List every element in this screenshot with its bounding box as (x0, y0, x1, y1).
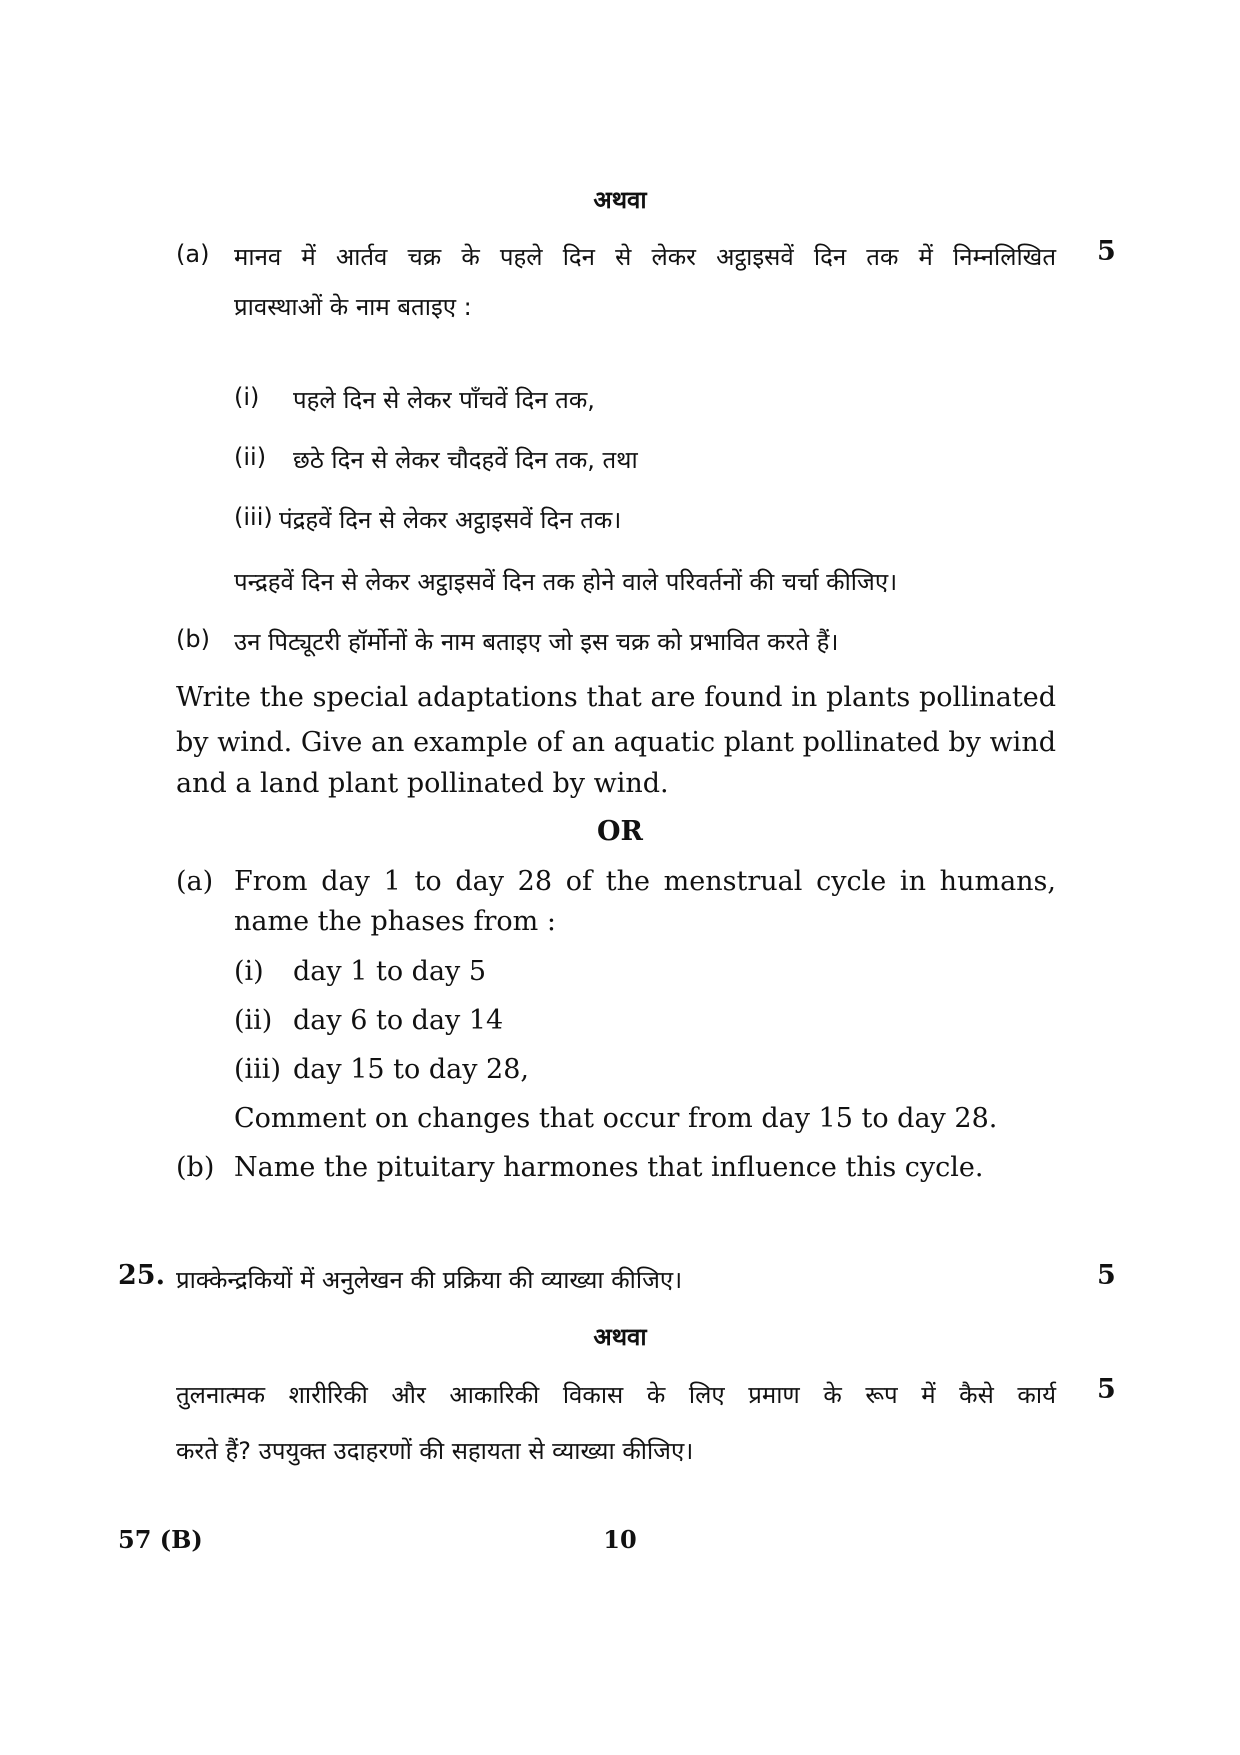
part-a-line2-hindi: प्रावस्थाओं के नाम बताइए : (234, 293, 472, 321)
part-a-label-english: (a) (176, 866, 214, 897)
q25-alt-line2: करते हैं? उपयुक्त उदाहरणों की सहायता से व्याख्या कीजिए। (176, 1437, 694, 1465)
question-para-line3: and a land plant pollinated by wind. (176, 768, 669, 799)
part-a-line1-hindi: मानव में आर्तव चक्र के पहले दिन से लेकर अट्ठाइसवें दिन तक में निम्नलिखित (234, 243, 1056, 271)
part-a-line2-english: name the phases from : (234, 906, 556, 937)
part-b-text-hindi: उन पिट्यूटरी हॉर्मोनों के नाम बताइए जो इस चक्र को प्रभावित करते हैं। (234, 628, 839, 656)
question-25-text: प्राक्केन्द्रकियों में अनुलेखन की प्रक्रिया की व्याख्या कीजिए। (176, 1266, 683, 1294)
comment-english: Comment on changes that occur from day 15 to day 28. (234, 1103, 998, 1134)
paper-code: 57 (B) (118, 1525, 203, 1554)
page-number: 10 (603, 1525, 637, 1554)
part-a-line1-english: From day 1 to day 28 of the menstrual cycle in humans, (234, 866, 1056, 897)
comment-hindi: पन्द्रहवें दिन से लेकर अट्ठाइसवें दिन तक होने वाले परिवर्तनों की चर्चा कीजिए। (234, 568, 898, 596)
item-iii-text-english: day 15 to day 28, (293, 1054, 529, 1085)
or-heading-hindi: अथवा (593, 186, 647, 214)
item-i-text-english: day 1 to day 5 (293, 956, 487, 987)
item-ii-num-english: (ii) (234, 1005, 273, 1036)
item-iii-text-hindi: पंद्रहवें दिन से लेकर अट्ठाइसवें दिन तक। (279, 506, 622, 534)
marks-hindi-a: 5 (1097, 236, 1116, 267)
marks-q25: 5 (1097, 1260, 1116, 1291)
item-i-num-hindi: (i) (234, 383, 260, 411)
question-para-line2: by wind. Give an example of an aquatic plant pollinated by wind (176, 727, 1056, 758)
q25-alt-line1: तुलनात्मक शारीरिकी और आकारिकी विकास के लिए प्रमाण के रूप में कैसे कार्य (176, 1381, 1056, 1409)
question-25-number: 25. (118, 1260, 165, 1291)
marks-q25-alt: 5 (1097, 1374, 1116, 1405)
part-b-text-english: Name the pituitary harmones that influence this cycle. (234, 1152, 984, 1183)
part-b-label-english: (b) (176, 1152, 215, 1183)
item-iii-num-hindi: (iii) (234, 503, 273, 531)
question-para-line1: Write the special adaptations that are found in plants pollinated (176, 682, 1056, 713)
or-heading-q25: अथवा (593, 1323, 647, 1351)
part-b-label-hindi: (b) (176, 625, 210, 653)
item-ii-text-english: day 6 to day 14 (293, 1005, 504, 1036)
item-ii-text-hindi: छठे दिन से लेकर चौदहवें दिन तक, तथा (293, 446, 638, 474)
part-a-label-hindi: (a) (176, 240, 210, 268)
item-i-text-hindi: पहले दिन से लेकर पाँचवें दिन तक, (293, 386, 595, 414)
item-ii-num-hindi: (ii) (234, 443, 267, 471)
or-heading-english: OR (597, 816, 643, 847)
item-i-num-english: (i) (234, 956, 264, 987)
item-iii-num-english: (iii) (234, 1054, 281, 1085)
